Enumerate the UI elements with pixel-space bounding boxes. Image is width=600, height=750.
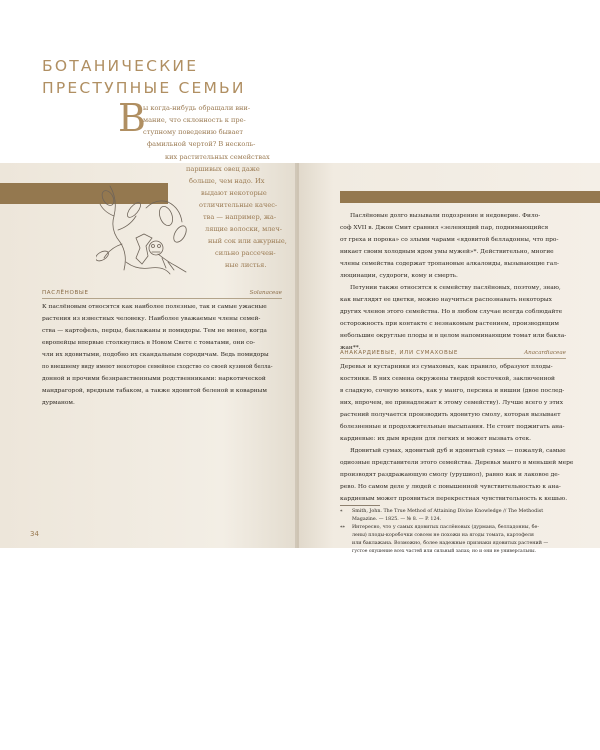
section-header-solanaceae [42, 289, 282, 299]
body-line: других членов этого семейства. Но в любом случае всегда соблюдайте [340, 309, 563, 315]
body-line: рево. Но самом деле у людей с повышенной чувствительностью к ана- [340, 484, 561, 490]
body-line: производят раздражающую смолу (урушиол), равно как и лаковое де- [340, 472, 560, 478]
footnote-line: Smith, John. The True Method of Attaining Divine Knowledge // The Methodist [352, 509, 544, 514]
body-line: люцинации, судороги, кому и смерть. [340, 273, 458, 279]
body-line: костянки. В них семена окружены твердой косточкой, заключенной [340, 376, 555, 382]
footnote-line: или баклажана. Возможно, более надежные признаки ядовитых растений — [352, 541, 549, 546]
page-number: 34 [30, 530, 39, 538]
intro-line: выдают некоторые [201, 189, 267, 197]
body-line: жан**. [340, 345, 361, 351]
body-line: члены семейства содержат тропановые алкалоиды, вызывающие гал- [340, 261, 559, 267]
section-header-anacardiaceae [340, 349, 566, 359]
intro-line: больше, чем надо. Их [189, 177, 265, 185]
body-line: одиозные представители этого семейства. Деревья манго в меньшей мере [340, 460, 574, 466]
body-line: них, впрочем, не принадлежат к этому семейству). Лучше всего у этих [340, 400, 564, 406]
chapter-title-line-1: БОТАНИЧЕСКИЕ [42, 57, 199, 75]
intro-line: ступному поведению бывает [143, 128, 244, 136]
body-line: в сладкую, сочную мякоть, как у манго, персика и вишни (двое послед- [340, 388, 565, 394]
body-line: кардиевым может проявиться перекрестная чувствительность к кешью. [340, 496, 568, 502]
section-title: ПАСЛЁНОВЫЕ [42, 290, 89, 296]
section-latin-name: Anacardiaceae [524, 350, 566, 356]
intro-line: ких растительных семействах [165, 153, 270, 161]
chapter-title-line-2: ПРЕСТУПНЫЕ СЕМЬИ [42, 79, 246, 97]
footnote-mark: ** [340, 525, 345, 531]
intro-line: ный сок или ажурные, [208, 237, 287, 245]
intro-line: отличительные качес- [199, 201, 278, 209]
book-gutter [295, 163, 299, 548]
footnote-line: Magazine. — 1825. — № 8. — P. 124. [352, 517, 442, 522]
body-line: осторожность при контакте с незнакомым растением, производящим [340, 321, 559, 327]
body-line: европейцы впервые столкнулись в Новом Свете с томатами, они со- [42, 340, 255, 346]
body-line: по внешнему виду имеют некоторое семейное сходство со своей кузиной белла- [42, 364, 273, 370]
body-line: мандрагорой, вредным табаком, а также ядовитой беленой и коварным [42, 388, 267, 394]
body-line: кардиевые: их дым вреден для легких и может вызвать отек. [340, 436, 531, 442]
body-line: ства — картофель, перцы, баклажаны и помидоры. Тем не менее, когда [42, 328, 267, 334]
body-line: К паслёновым относятся как наиболее полезные, так и самые ужасные [42, 304, 267, 310]
section-latin-name: Solanaceae [249, 290, 282, 296]
body-line: болезненные и продолжительные высыпания. Не стоит поджигать ана- [340, 424, 565, 430]
footnote-line: лены) плоды-коробочки совсем не похожи на ягоды томата, картофеля [352, 533, 534, 538]
body-line: дурманом. [42, 400, 75, 406]
running-header-band [340, 191, 600, 203]
intro-line: ы когда-нибудь обращали вни- [143, 104, 251, 112]
chapter-band-label: ПРИЧИНЯЮЩИЕ БОЛЬ [26, 26, 159, 37]
body-line: растения из известных человеку. Наиболее уважаемые члены семей- [42, 316, 261, 322]
running-header: ПРИЧИНЯЮЩИЕ БОЛЬ / БОТАНИЧЕСКИЕ ПРЕСТУПНЫЕ СЕМЬИ [344, 31, 540, 37]
intro-line: мание, что склонность к пре- [143, 116, 246, 124]
intro-line: лящие волоски, млеч- [205, 225, 282, 233]
body-line: никает своим холодным ядом умы мужей»*. Действительно, многие [340, 249, 554, 255]
footnote-divider [340, 505, 380, 506]
body-line: донной и прочими безнравственными родственниками: наркотической [42, 376, 266, 382]
footnote-line: густое опушение всех частей или сильный запах; но и они не универсальны. [352, 549, 537, 554]
section-title: АНАКАРДИЕВЫЕ, ИЛИ СУМАХОВЫЕ [340, 350, 459, 356]
footnote-line: Интересно, что у самых ядовитых паслёновых (дурмана, белладонны, бе- [352, 525, 539, 530]
body-line: растений получается производить ядовитую смолу, которая вызывает [340, 412, 561, 418]
botanical-skeleton-engraving-icon [96, 178, 196, 278]
drop-cap: В [118, 96, 146, 140]
body-line: Паслёновые долго вызывали подозрение и недоверие. Фило- [350, 213, 541, 219]
body-line: как выглядят ее цветки, можно научиться распознавать некоторых [340, 297, 552, 303]
chapter-title [42, 55, 282, 99]
body-line: Ядовитый сумах, ядовитый дуб и ядовитый сумах — пожалуй, самые [350, 448, 566, 454]
body-line: чли их ядовитыми, подобно их скандальным сородичам. Ведь помидоры [42, 352, 269, 358]
body-line: Петунии также относятся к семейству паслёновых, поэтому, знаю, [350, 285, 561, 291]
intro-line: сильно рассечен- [215, 249, 276, 257]
body-line: Деревья и кустарники из сумаховых, как правило, образуют плоды- [340, 364, 553, 370]
body-line: от греха и порока» со злыми чарами «ядовитой белладонны, что про- [340, 237, 559, 243]
body-line: небольшие округлые плоды и в целом напоминающим томат или бакла- [340, 333, 567, 339]
footnote-mark: * [340, 509, 343, 515]
body-line: соф XVII в. Джон Смит сравнил «зеленящий пар, поднимающийся [340, 225, 549, 231]
intro-line: ные листья. [225, 261, 267, 269]
intro-line: фамильной чертой? В несколь- [147, 140, 256, 148]
intro-line: тва — например, жа- [203, 213, 277, 221]
intro-line: паршивых овец даже [186, 165, 260, 173]
